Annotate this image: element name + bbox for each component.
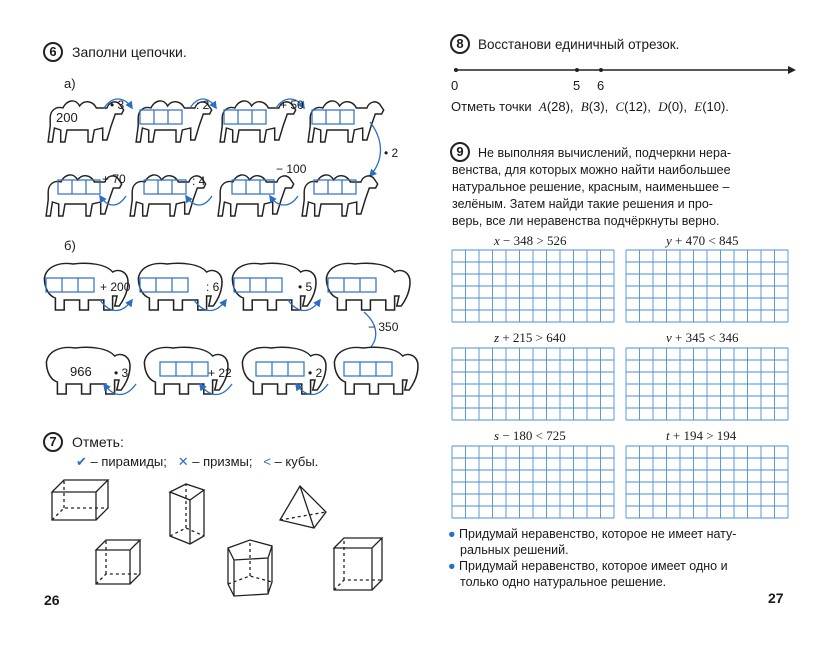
camel-row-1 [48,99,384,176]
legend-cubes: – кубы. [274,454,319,469]
inequality-4: v + 345 < 346 [666,330,739,345]
task-8-title: Восстанови единичный отрезок. [478,37,680,52]
answer-grid-6 [626,446,788,518]
task-6-number: 6 [43,42,63,62]
op-a4: + 70 [102,172,126,186]
op-a5: : 4 [192,174,206,188]
task-7-number: 7 [43,432,63,452]
elephant-row-1 [44,263,410,354]
bullet-2-line-2: только одно натуральное решение. [460,575,667,589]
number-line [454,66,796,74]
part-a-label: а) [64,76,76,91]
elephant-end-value: 966 [70,364,92,379]
op-a2: : 2 [196,98,210,112]
op-b2: : 6 [206,280,220,294]
page-number-left: 26 [44,592,60,608]
answer-grid-5 [452,446,614,518]
task-7-title: Отметь: [72,434,124,450]
task-9-number: 9 [450,142,470,162]
tick-0: 0 [451,78,459,93]
op-b1: + 200 [100,280,131,294]
task-7-legend [76,454,318,470]
inequality-2: y + 470 < 845 [666,233,739,248]
angle-icon: < [263,454,271,469]
camel-start-value: 200 [56,110,78,125]
task-9-line-1: Не выполняя вычислений, подчеркни нера- [478,146,732,160]
op-a-turn: • 2 [384,146,399,160]
checkmark-icon: ✔ [76,454,87,469]
task-9-line-3: натуральное решение, красным, наименьшее – [452,180,730,194]
inequality-5: s − 180 < 725 [494,428,566,443]
op-b-turn: − 350 [368,320,399,334]
elephant-row-2 [46,347,418,394]
answer-grids [452,250,788,518]
op-b4: • 3 [114,366,129,380]
cross-icon: ✕ [177,454,189,469]
op-b5: + 22 [208,366,232,380]
legend-prisms: – призмы; [192,454,253,469]
task-9-line-5: верь, все ли неравенства подчёркнуты верно. [452,214,720,228]
answer-grid-1 [452,250,614,322]
bullet-2-line-1: ● Придумай неравенство, которое имеет одно и [448,559,728,573]
answer-grid-4 [626,348,788,420]
geometric-solids [52,480,382,596]
tick-5: 5 [573,78,581,93]
page-number-right: 27 [768,590,784,606]
part-b-label: б) [64,238,76,253]
task-9-line-4: зелёным. Затем найди такие решения и про- [452,197,713,211]
answer-grid-3 [452,348,614,420]
inequality-3: z + 215 > 640 [494,330,566,345]
answer-grid-2 [626,250,788,322]
task-6-title: Заполни цепочки. [72,44,187,60]
inequality-6: t + 194 > 194 [666,428,737,443]
tick-6: 6 [597,78,605,93]
op-a3: + 50 [280,98,304,112]
op-a1: • 3 [110,98,125,112]
camel-row-2 [46,175,378,216]
op-b6: • 2 [308,366,323,380]
task-8-number: 8 [450,34,470,54]
legend-pyramids: – пирамиды; [90,454,167,469]
task-9-line-2: венства, для которых можно найти наибольшее [452,163,731,177]
op-a6: − 100 [276,162,307,176]
op-b3: • 5 [298,280,313,294]
bullet-1-line-1: ● Придумай неравенство, которое не имеет нату- [448,527,737,541]
bullet-1-line-2: ральных решений. [460,543,569,557]
task-8-instruction: Отметь точки A(28), B(3), C(12), D(0), E(10). [451,99,729,114]
inequality-1: x − 348 > 526 [494,233,567,248]
